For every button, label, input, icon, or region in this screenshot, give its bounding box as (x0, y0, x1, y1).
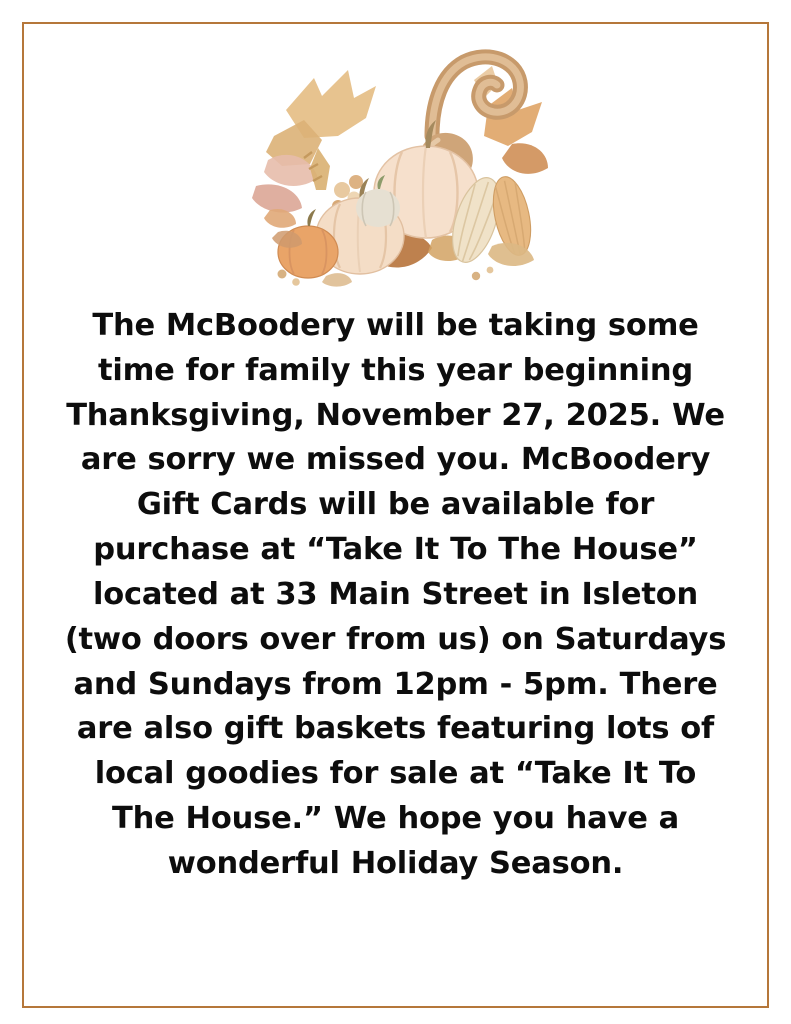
autumn-cornucopia-illustration (226, 40, 566, 290)
page-content (20, 22, 771, 1002)
notice-text: The McBoodery will be taking some time for family this year beginning Thanksgiving, November 27, 2025. We are sorry we missed you. McBoodery Gift Cards will be available for purchase at “Take It To The House” located at 33 Main Street in Isleton (two doors over from us) on Saturdays and Sundays from 12pm - 5pm. There are also gift baskets featuring lots of local goodies for sale at “Take It To The House.” We hope you have a wonderful Holiday Season. (64, 308, 727, 881)
